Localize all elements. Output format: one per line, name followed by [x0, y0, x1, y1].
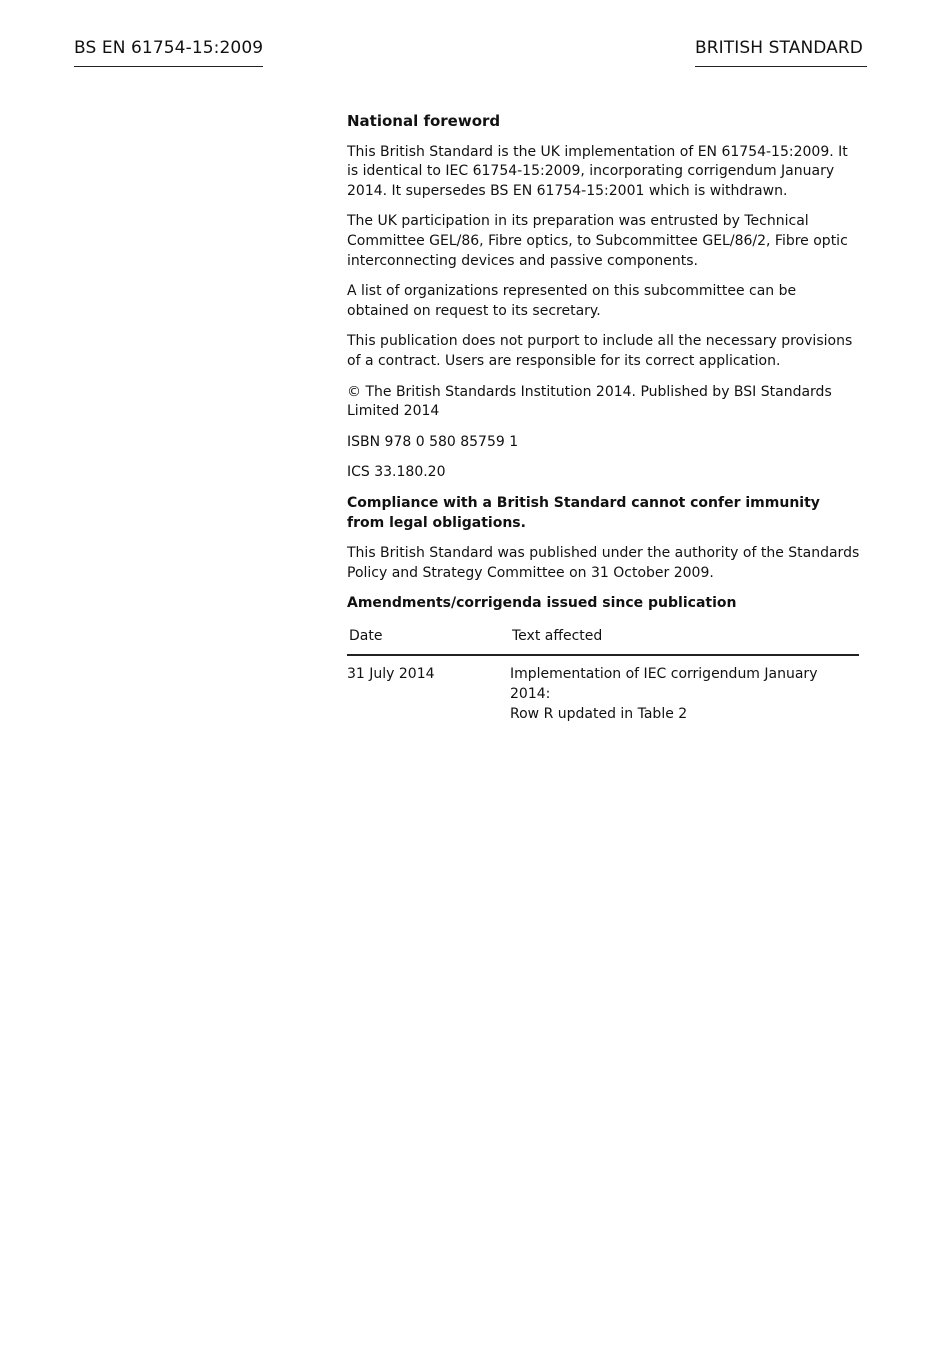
amendments-table: [347, 625, 859, 724]
standard-series-label: BRITISH STANDARD: [695, 38, 867, 67]
column-header-date: Date: [347, 625, 510, 656]
foreword-paragraph-participation: The UK participation in its preparation was entrusted by Technical Committee GEL/86, Fibre optics, to Subcommittee GEL/86/2, Fibre optic interconnecting devices and passive components.: [347, 213, 848, 269]
document-id: BS EN 61754-15:2009: [74, 38, 263, 67]
foreword-paragraph-organizations: A list of organizations represented on this subcommittee can be obtained on request to its secretary.: [347, 283, 797, 319]
authority-statement: This British Standard was published under the authority of the Standards Policy and Strategy Committee on 31 October 2009.: [347, 545, 860, 581]
isbn: ISBN 978 0 580 85759 1: [347, 433, 519, 450]
amendment-text-affected: [510, 655, 859, 724]
amendment-text-line: Implementation of IEC corrigendum January 2014:: [510, 666, 818, 703]
ics-code: ICS 33.180.20: [347, 464, 446, 481]
amendment-date: 31 July 2014: [347, 666, 435, 683]
foreword-section: [347, 112, 861, 724]
table-row: [347, 655, 859, 724]
copyright-notice: © The British Standards Institution 2014. Published by BSI Standards Limited 2014: [347, 383, 832, 420]
amendments-title: Amendments/corrigenda issued since publication: [347, 595, 737, 612]
foreword-title: National foreword: [347, 112, 501, 130]
compliance-notice: Compliance with a British Standard cannot confer immunity from legal obligations.: [347, 494, 820, 531]
table-header-row: [347, 625, 859, 656]
column-header-text-affected: Text affected: [510, 625, 859, 656]
amendment-text-line: Row R updated in Table 2: [510, 705, 688, 722]
foreword-paragraph-implementation: This British Standard is the UK implementation of EN 61754-15:2009. It is identical to IEC 61754-15:2009, incorporating corrigendum January 2014. It supersedes BS EN 61754-15:2001 which is withdrawn.: [347, 143, 848, 199]
foreword-paragraph-provisions: This publication does not purport to include all the necessary provisions of a contract. Users are responsible for its correct application.: [347, 333, 853, 369]
